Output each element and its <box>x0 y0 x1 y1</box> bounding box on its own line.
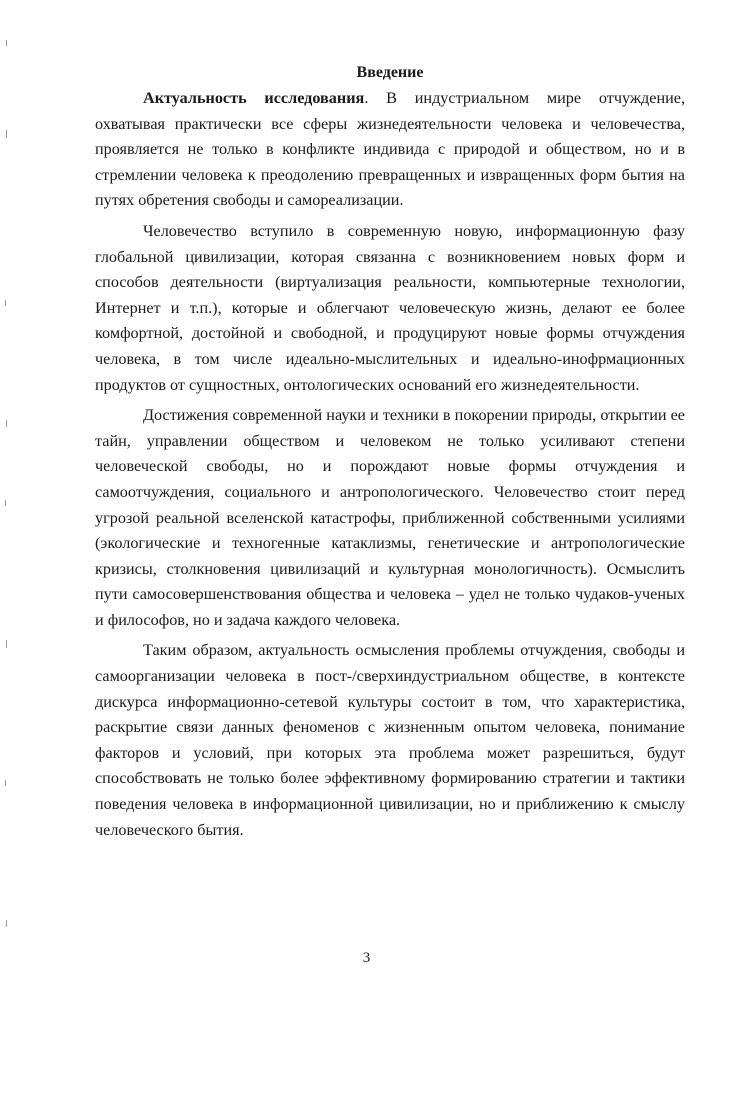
paragraph-text: Таким образом, актуальность осмысления проблемы отчуждения, свободы и самоорганизации человека в пост-/сверхиндустриальном обществе, в контексте дискурса информационно-сетевой культуры состоит в том, что характеристика, раскрытие связи данных феноменов с жизненным опытом человека, понимание факторов и условий, при которых эта проблема может разрешиться, будут способствовать не только более эффективному формированию стратегии и тактики поведения человека в информационной цивилизации, но и приближению к смыслу человеческого бытия. <box>95 641 685 839</box>
scan-artifact <box>6 130 7 138</box>
scan-artifact <box>6 420 7 427</box>
document-body <box>95 62 685 848</box>
paragraph-relevance <box>95 86 685 214</box>
scan-artifact <box>5 500 6 506</box>
page-number: 3 <box>362 950 371 966</box>
section-title: Введение <box>356 64 424 81</box>
paragraph-text: Человечество вступило в современную новую, информационную фазу глобальной цивилизации, которая связанна с возникновением новых форм и способов деятельности (виртуализация реальности, компьютерные технологии, Интернет и т.п.), которые и облегчают человеческую жизнь, делают ее более комфортной, достойной и свободной, и продуцируют новые формы отчуждения человека, в том числе идеально-мыслительных и идеально-инофрмационных продуктов от сущностных, онтологических оснований его жизнедеятельности. <box>95 221 685 394</box>
scan-artifact <box>6 640 7 648</box>
scan-artifact <box>6 920 7 927</box>
scan-artifact <box>6 40 7 46</box>
paragraph-science-achievements <box>95 403 685 633</box>
paragraph-text: Достижения современной науки и техники в покорении природы, открытии ее тайн, управлении обществом и человеком не только усиливают степени человеческой свободы, но и порождают новые формы отчуждения и самоотчуждения, социального и антропологического. Человечество стоит перед угрозой реальной вселенской катастрофы, приближенной собственными усилиями (экологические и техногенные катаклизмы, генетические и антропологические кризисы, столкновения цивилизаций и культурная монологичность). Осмыслить пути самосовершенствования общества и человека – удел не только чудаков-ученых и философов, но и задача каждого человека. <box>95 406 685 629</box>
paragraph-information-phase <box>95 219 685 398</box>
paragraph-lead: Актуальность исследования <box>143 89 365 107</box>
scan-artifact <box>5 780 6 786</box>
paragraph-conclusion <box>95 638 685 843</box>
paragraph-text: . В индустриальном мире отчуждение, охватывая практически все сферы жизнедеятельности человека и человечества, проявляется не только в конфликте индивида с природой и обществом, но и в стремлении человека к преодолению превращенных и извращенных форм бытия на путях обретения свободы и самореализации. <box>95 89 686 210</box>
scan-artifact <box>5 300 6 306</box>
